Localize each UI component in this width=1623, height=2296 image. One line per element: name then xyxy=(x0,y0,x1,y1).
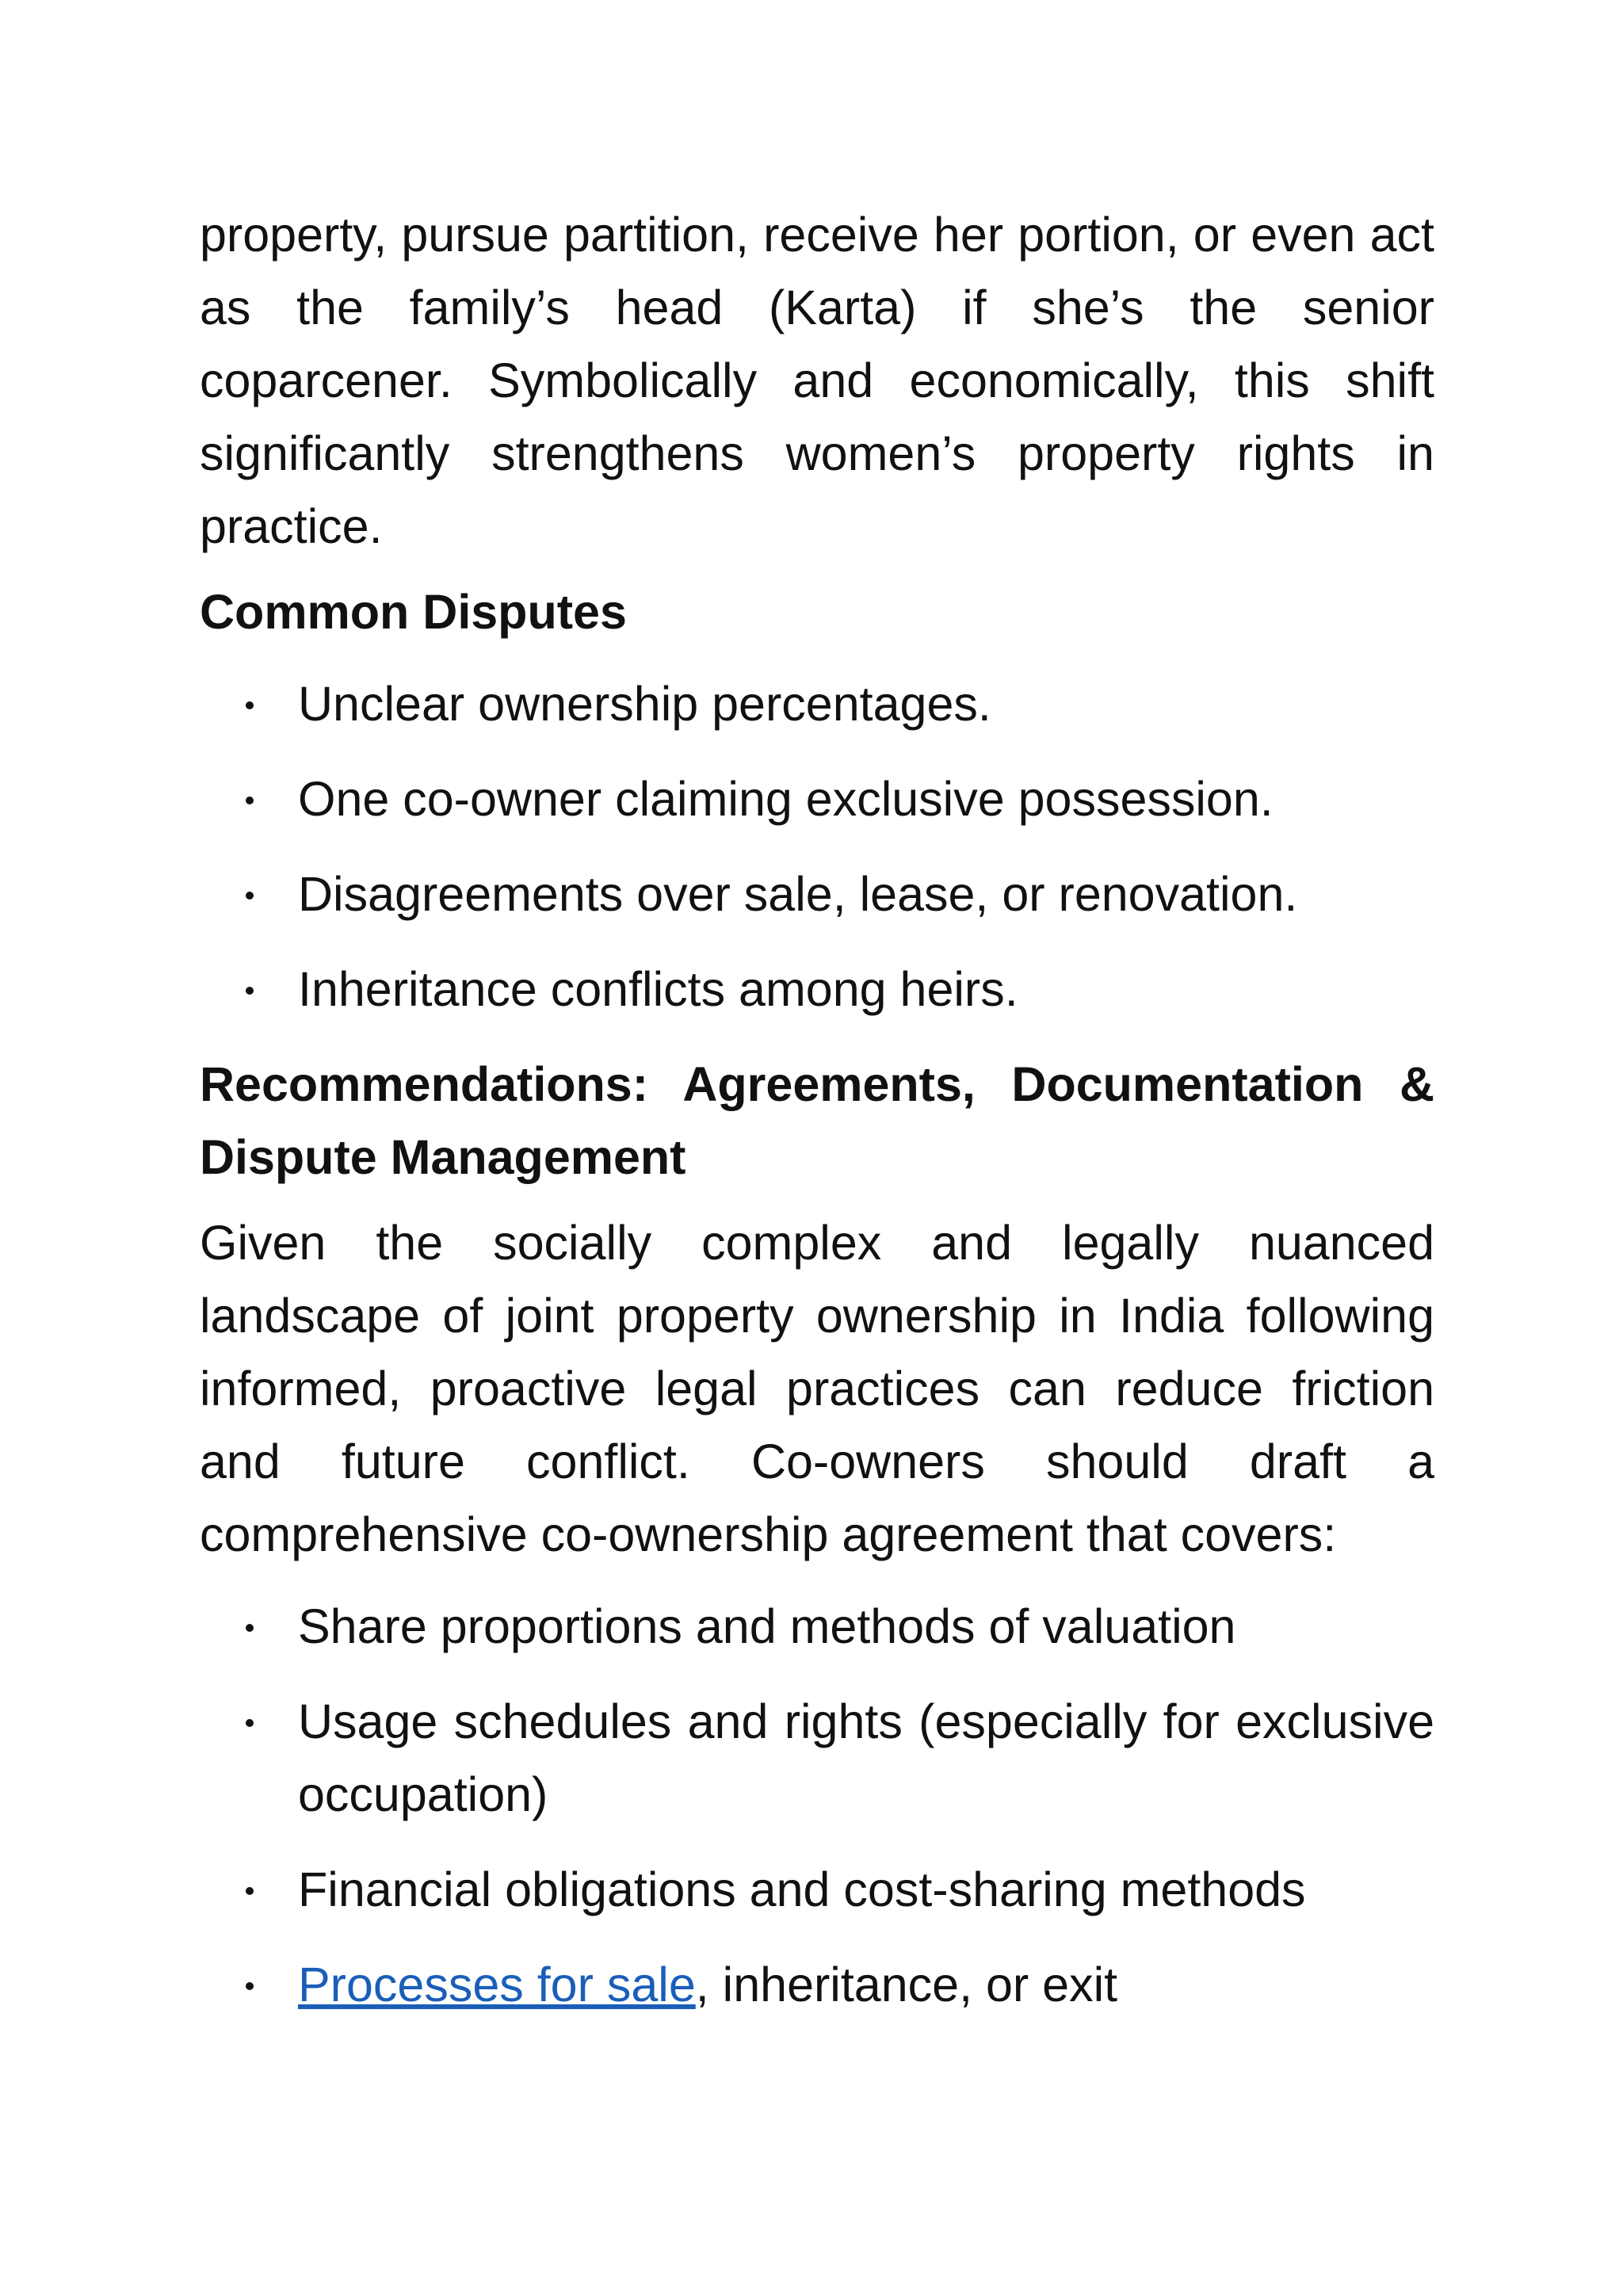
bullet-icon xyxy=(246,1719,254,1727)
bullet-icon xyxy=(246,1624,254,1632)
list-item-text: , inheritance, or exit xyxy=(695,1958,1118,2011)
recommendations-paragraph: Given the socially complex and legally nuanced landscape of joint property ownership in India following informed, proactive legal practices can reduce friction and future conflict. Co-owners should draft a comprehensive co-ownership agreement that covers: xyxy=(200,1216,1434,1561)
list-item-text: Disagreements over sale, lease, or renovation. xyxy=(298,867,1298,921)
common-disputes-list xyxy=(200,667,1434,1026)
list-item-text: Usage schedules and rights (especially for exclusive occupation) xyxy=(298,1694,1434,1821)
common-disputes-heading: Common Disputes xyxy=(200,585,627,639)
intro-paragraph: property, pursue partition, receive her portion, or even act as the family’s head (Karta) if she’s the senior coparcener. Symbolically and economically, this shift significantly strengthens women’s property rights in practice. xyxy=(200,208,1434,553)
list-item xyxy=(200,1853,1434,1926)
list-item xyxy=(200,858,1434,930)
list-item-text: Financial obligations and cost-sharing methods xyxy=(298,1862,1306,1916)
bullet-icon xyxy=(246,1982,254,1990)
list-item xyxy=(200,1685,1434,1831)
list-item-text: Inheritance conflicts among heirs. xyxy=(298,962,1018,1016)
bullet-icon xyxy=(246,701,254,709)
recommendations-heading: Recommendations: Agreements, Documentation & Dispute Management xyxy=(200,1057,1434,1184)
list-item-text: One co-owner claiming exclusive possession. xyxy=(298,772,1274,826)
list-item xyxy=(200,1948,1434,2021)
list-item-text: Unclear ownership percentages. xyxy=(298,677,991,731)
list-item-text: Share proportions and methods of valuation xyxy=(298,1599,1236,1653)
list-item xyxy=(200,762,1434,835)
bullet-icon xyxy=(246,797,254,804)
list-item xyxy=(200,667,1434,740)
bullet-icon xyxy=(246,987,254,995)
agreement-items-list xyxy=(200,1590,1434,2021)
list-item xyxy=(200,1590,1434,1663)
processes-for-sale-link[interactable]: Processes for sale xyxy=(298,1958,696,2011)
bullet-icon xyxy=(246,892,254,900)
document-page xyxy=(200,198,1434,2043)
bullet-icon xyxy=(246,1887,254,1895)
list-item xyxy=(200,953,1434,1026)
